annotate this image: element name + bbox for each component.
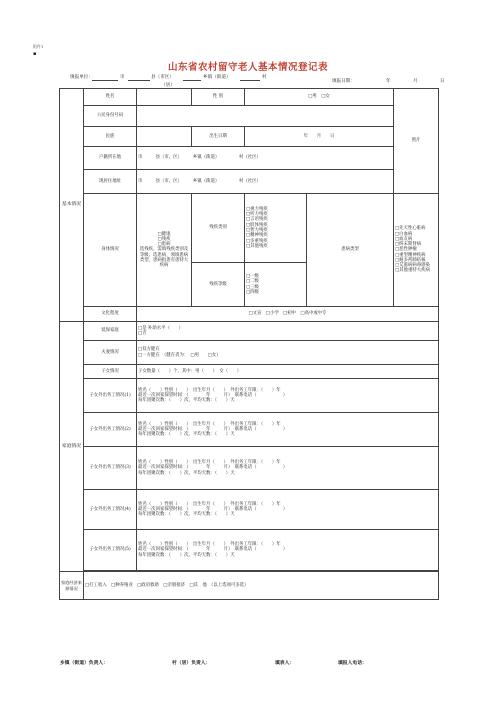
children-count[interactable]: 子女数量（ ）个，其中：男（ ） 女（ ） <box>137 365 439 379</box>
ethnic-value[interactable] <box>137 127 192 147</box>
child-2-line3[interactable]: 每年团聚次数：（ ）次，平均天数：（ ）天 <box>138 432 235 438</box>
ill-opt-4[interactable]: □终末期肾病 <box>395 242 422 248</box>
disability-level-label: 残疾等级 <box>192 263 245 307</box>
dis-opt-4[interactable]: □肢体残疾 <box>246 222 268 228</box>
city-label: 市 <box>120 75 125 80</box>
day-label: 日 <box>440 79 445 84</box>
ill-opt-3[interactable]: □血友病 <box>395 236 413 242</box>
poor-opt-no[interactable]: □否 <box>138 331 147 336</box>
child-1-info[interactable] <box>137 379 439 413</box>
spouse-opt-both[interactable]: □双方健在 <box>138 347 160 353</box>
dis-opt-8[interactable]: □其他残疾 <box>246 243 268 249</box>
lvl-opt-4[interactable]: □四级 <box>246 289 259 295</box>
poor-opt-yes[interactable]: □是 补助水平（ ） <box>138 325 184 331</box>
ill-opt-7[interactable]: □耐多药肺结核 <box>395 257 426 263</box>
child-4-info[interactable] <box>137 490 439 530</box>
dis-opt-2[interactable]: □听力残疾 <box>246 212 268 218</box>
ill-opt-1[interactable]: □先天性心脏病 <box>395 226 426 232</box>
health-options-cell[interactable] <box>137 194 192 307</box>
child-1-label: 子女外出务工情况(1) <box>84 379 137 413</box>
child-2-label: 子女外出务工情况(2) <box>84 413 137 447</box>
ill-opt-5[interactable]: □恶性肿瘤 <box>395 247 417 253</box>
child-2-line1[interactable]: 姓名（ ）性别（ ） 出生年月（ ） 外出务工年限：（ ）年 <box>138 421 281 427</box>
county-label: 县（市区） <box>151 75 174 80</box>
child-4-line3[interactable]: 每年团聚次数：（ ）次，平均天数：（ ）天 <box>138 512 235 518</box>
child-1-line2[interactable]: 最近一次回家探望时间：（ 年 月） 联系电话（ ） <box>138 392 288 398</box>
county-blank[interactable] <box>128 75 150 81</box>
unit-label: 填报单位： <box>70 75 93 80</box>
child-3-line2[interactable]: 最近一次回家探望时间：（ 年 月） 联系电话（ ） <box>138 465 288 471</box>
poor-family-options[interactable] <box>137 322 439 341</box>
lvl-opt-3[interactable]: □三级 <box>246 284 259 290</box>
gender-label: 性 别 <box>192 89 245 106</box>
lvl-opt-1[interactable]: □一级 <box>246 273 259 279</box>
attachment-code: 附件1 <box>33 44 44 49</box>
illness-type-label: 患病类型 <box>307 194 394 307</box>
residence-address[interactable]: 市 县（市、区） 乡镇（街道） 村（社区） <box>137 170 394 194</box>
county-sub-label: （居） <box>161 83 175 88</box>
residence-label: 现居住地址 <box>84 170 137 194</box>
hukou-address[interactable]: 市 县（市、区） 乡镇（街道） 村（社区） <box>137 147 394 170</box>
town-leader-label: 乡镇（街道）负责人： <box>60 660 108 666</box>
health-label: 身体情况 <box>84 194 137 307</box>
form-title: 山东省农村留守老人基本情况登记表 <box>167 62 328 73</box>
spouse-options[interactable] <box>137 341 439 365</box>
dis-opt-5[interactable]: □智力残疾 <box>246 228 268 233</box>
child-3-line3[interactable]: 每年团聚次数：（ ）次，平均天数：（ ）天 <box>138 470 235 476</box>
health-note: 选残疾、需填残疾类别及等级；选患病，须填患病类型，患病指患有患特大疾病 <box>139 247 189 269</box>
registration-table <box>59 88 439 600</box>
village-blank[interactable] <box>240 75 260 81</box>
children-label: 子女情况 <box>84 365 137 379</box>
bullet-mark: ▪ <box>33 51 37 57</box>
child-2-info[interactable] <box>137 413 439 447</box>
lvl-opt-2[interactable]: □二级 <box>246 279 259 285</box>
child-2-line2[interactable]: 最近一次回家探望时间：（ 年 月） 联系电话（ ） <box>138 426 288 432</box>
economy-label: 家庭经济来源情况 <box>60 572 84 600</box>
family-section-label: 家庭情况 <box>60 322 84 572</box>
disability-level-options[interactable] <box>245 263 307 307</box>
dis-opt-7[interactable]: □多重残疾 <box>246 238 268 244</box>
poor-family-label: 低保家庭 <box>84 322 137 341</box>
id-label: 公民身份号码 <box>84 106 137 127</box>
ethnic-label: 民族 <box>84 127 137 147</box>
birth-label: 出生日期 <box>192 127 245 147</box>
basic-section-label: 基本情况 <box>60 89 84 322</box>
id-value[interactable] <box>137 106 394 127</box>
hukou-label: 户籍所在地 <box>84 147 137 170</box>
ill-opt-8[interactable]: □艾滋病病毒感染 <box>395 263 430 269</box>
illness-type-options[interactable] <box>394 194 439 307</box>
town-blank[interactable] <box>183 75 201 81</box>
child-3-info[interactable] <box>137 447 439 490</box>
child-5-label: 子女外出务工情况(5) <box>84 530 137 571</box>
city-blank[interactable] <box>92 75 118 81</box>
spouse-label: 夫妻情况 <box>84 341 137 365</box>
filler-label: 填表人： <box>275 660 295 666</box>
dis-opt-1[interactable]: □视力残疾 <box>246 206 268 212</box>
child-3-label: 子女外出务工情况(3) <box>84 447 137 490</box>
education-options[interactable]: □文盲 □小学 □初中 □高中或中专 <box>137 307 439 322</box>
health-opt-3[interactable]: □患病 <box>157 242 171 248</box>
disability-type-label: 残疾类别 <box>192 194 245 263</box>
filler-phone-label: 填报人电话： <box>338 660 367 666</box>
child-1-line1[interactable]: 姓名（ ）性别（ ） 出生年月（ ） 外出务工年限：（ ）年 <box>138 387 281 393</box>
name-label: 姓名 <box>84 89 137 106</box>
village-label: 村 <box>262 75 267 80</box>
dis-opt-6[interactable]: □精神残疾 <box>246 233 268 239</box>
economy-options[interactable]: □打工收入 □种养殖业 □政府救助 □亲朋接济 □其 他 （以上选项可多选） <box>84 572 439 600</box>
village-leader-label: 村（居）负责人： <box>172 660 211 666</box>
child-3-line1[interactable]: 姓名（ ）性别（ ） 出生年月（ ） 外出务工年限：（ ）年 <box>138 460 281 466</box>
spouse-opt-one[interactable]: □一方健在 （健在者为： □男 □女） <box>138 352 221 358</box>
ill-opt-9[interactable]: □其他重特大疾病 <box>395 268 430 274</box>
month-label: 月 <box>413 79 418 84</box>
ill-opt-2[interactable]: □白血病 <box>395 231 413 237</box>
health-opt-2[interactable]: □残疾 <box>157 236 171 242</box>
disability-type-options[interactable] <box>245 194 307 263</box>
child-5-line1[interactable]: 姓名（ ）性别（ ） 出生年月（ ） 外出务工年限：（ ）年 <box>138 542 281 548</box>
child-5-line3[interactable]: 每年团聚次数：（ ）次，平均天数：（ ）天 <box>138 552 235 558</box>
photo-box[interactable]: 照片 <box>394 89 439 194</box>
birth-value[interactable]: 年 月 日 <box>245 127 394 147</box>
town-label: 乡镇（街道） <box>203 75 231 80</box>
gender-options[interactable]: □男 □女 <box>245 89 394 106</box>
year-label: 年 <box>386 79 391 84</box>
name-value[interactable] <box>137 89 192 106</box>
child-5-line2[interactable]: 最近一次回家探望时间：（ 年 月） 联系电话（ ） <box>138 547 288 553</box>
child-4-label: 子女外出务工情况(4) <box>84 490 137 530</box>
ill-opt-6[interactable]: □重型精神疾病 <box>395 252 426 258</box>
child-1-line3[interactable]: 每年团聚次数：（ ）次，平均天数：（ ）天 <box>138 398 235 404</box>
health-opt-1[interactable]: □健康 <box>157 231 171 237</box>
child-5-info[interactable] <box>137 530 439 571</box>
date-label: 填报日期： <box>332 79 355 84</box>
child-4-line1[interactable]: 姓名（ ）性别（ ） 出生年月（ ） 外出务工年限：（ ）年 <box>138 501 281 507</box>
dis-opt-3[interactable]: □言语残疾 <box>246 217 268 223</box>
child-4-line2[interactable]: 最近一次回家探望时间：（ 年 月） 联系电话（ ） <box>138 506 288 512</box>
education-label: 文化程度 <box>84 307 137 322</box>
